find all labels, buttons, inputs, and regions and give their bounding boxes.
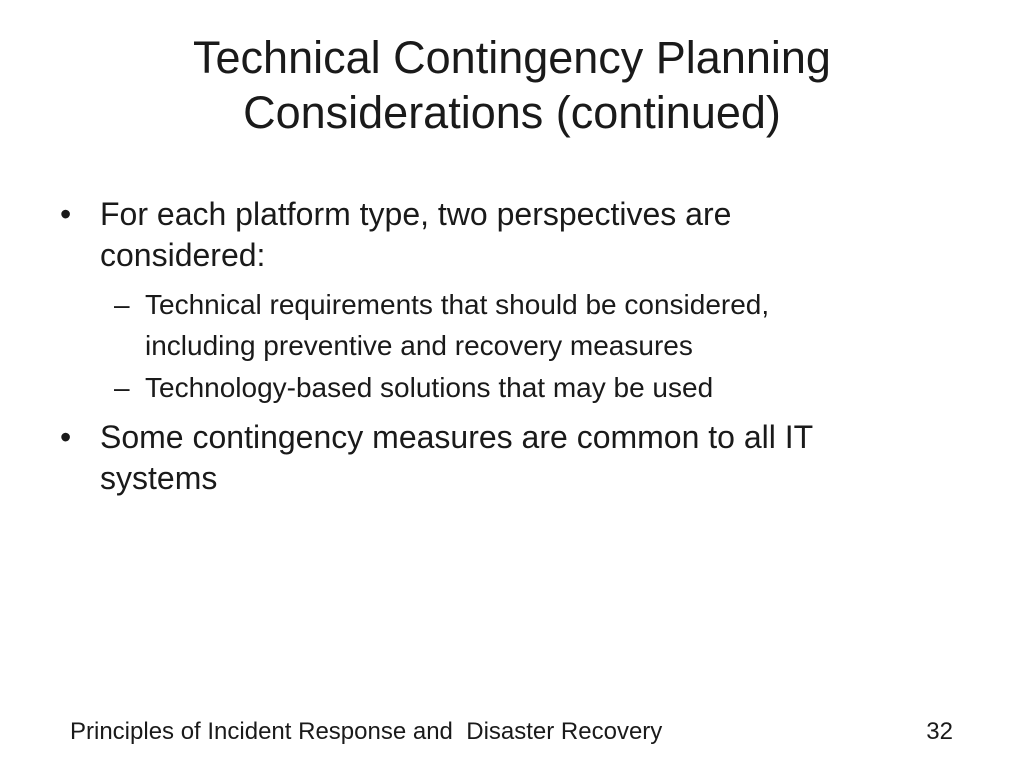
sub-bullet-item [0,284,1024,366]
bullet-item [0,417,1024,499]
slide-body [0,194,1024,499]
bullet-item [0,194,1024,276]
bullet-marker: • [60,419,72,455]
footer-course-title: Principles of Incident Response and Disaster Recovery [70,718,663,745]
slide-title-line: Considerations (continued) [243,87,781,138]
sub-bullet-text [145,284,965,366]
sub-bullet-marker: – [114,289,130,320]
bullet-text-line: systems [100,460,218,496]
sub-bullet-marker: – [114,372,130,403]
slide-title [0,30,1024,140]
sub-bullet-item [0,367,1024,408]
footer-page-number: 32 [926,718,953,745]
bullet-text-line: For each platform type, two perspectives are [100,196,732,232]
sub-bullet-text-line: Technology-based solutions that may be used [145,372,714,403]
bullet-text [100,194,960,276]
slide-title-line: Technical Contingency Planning [193,32,831,83]
bullet-marker: • [60,196,72,232]
bullet-text-line: considered: [100,237,266,273]
sub-bullet-text-line: including preventive and recovery measures [145,330,693,361]
bullet-text-line: Some contingency measures are common to all IT [100,419,814,455]
bullet-text [100,417,960,499]
sub-bullet-text-line: Technical requirements that should be considered, [145,289,770,320]
sub-bullet-text [145,367,965,408]
